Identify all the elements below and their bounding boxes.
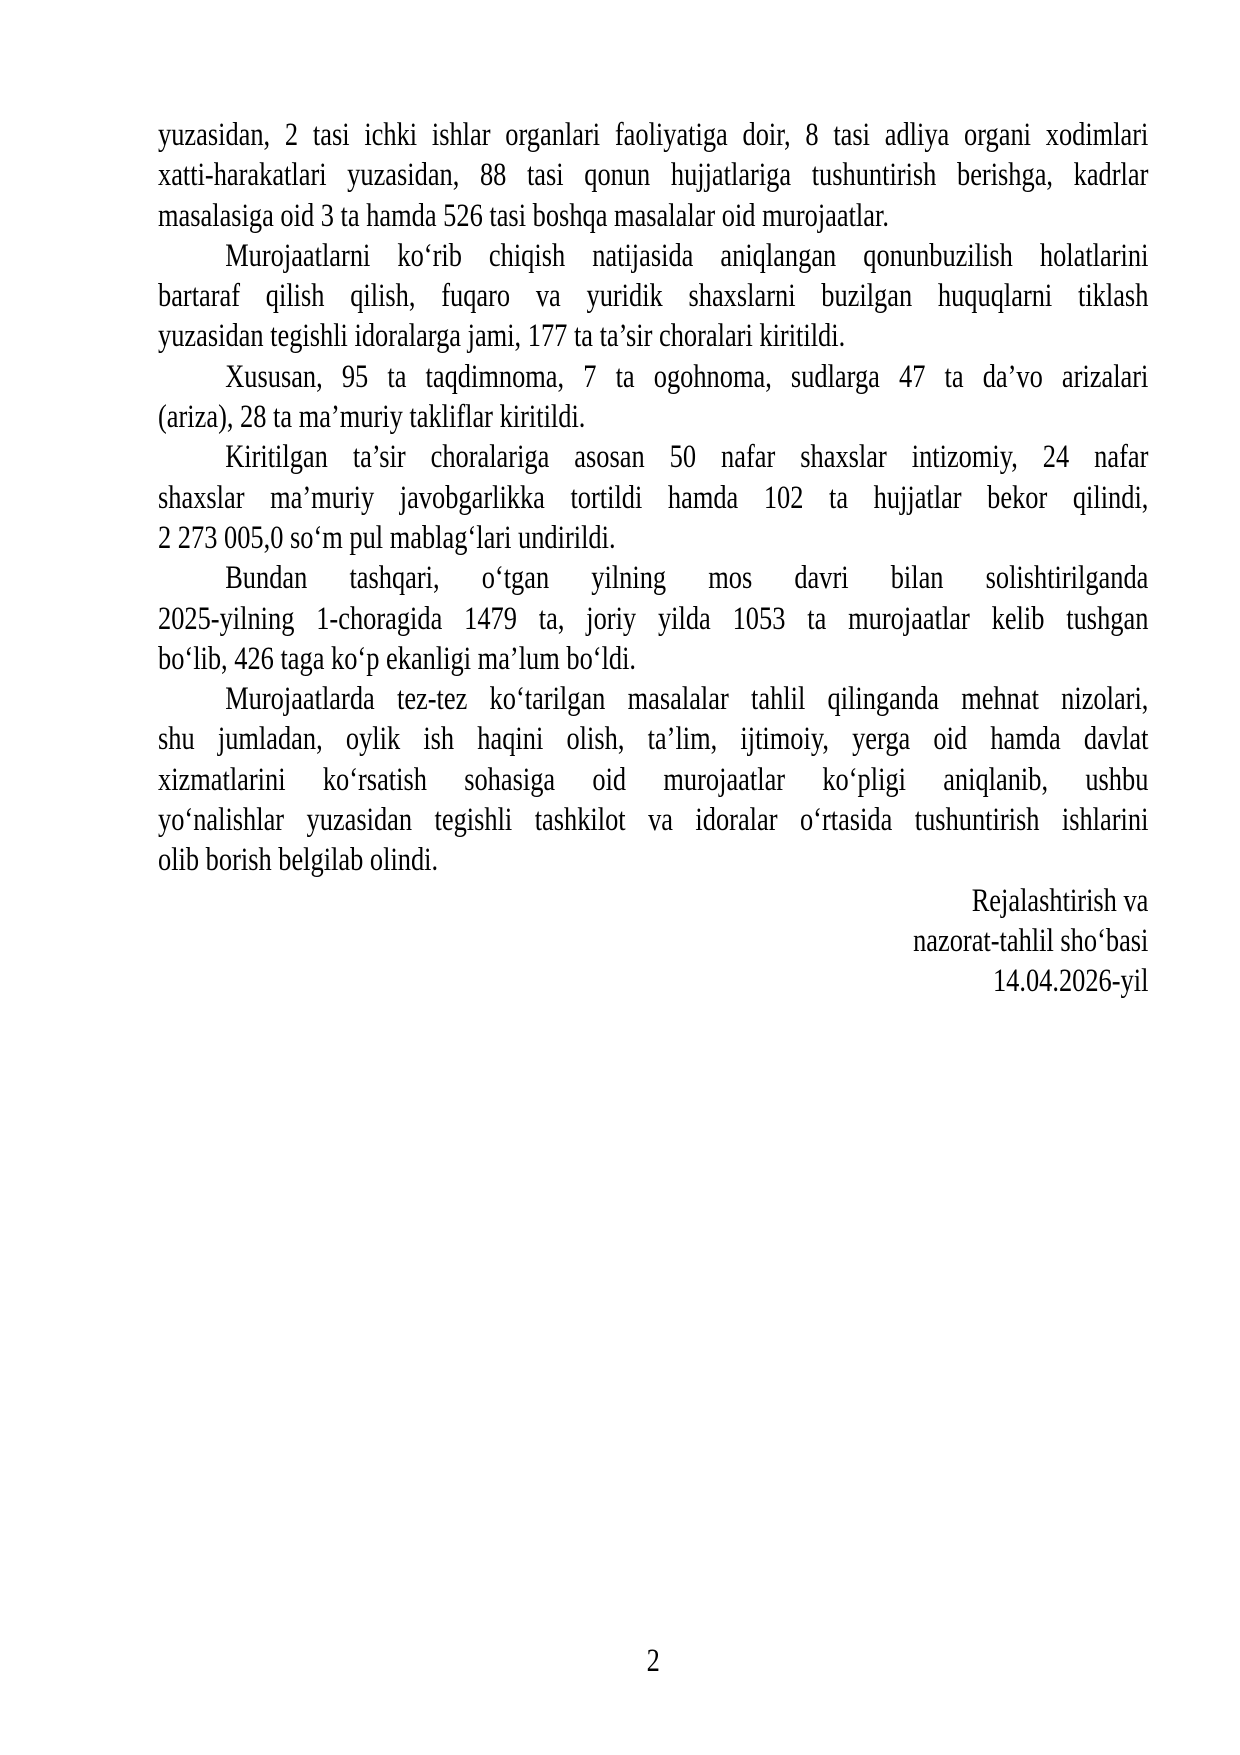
text-line: yuzasidan, 2 tasi ichki ishlar organlari faoliyatiga doir, 8 tasi adliya organi xodimlari [158, 117, 1149, 153]
text-line: shaxslar ma’muriy javobgarlikka tortildi hamda 102 ta hujjatlar bekor qilindi, [158, 479, 1149, 516]
text-line: shu jumladan, oylik ish haqini olish, ta’lim, ijtimoiy, yerga oid hamda davlat [158, 721, 1149, 758]
paragraph [158, 437, 1148, 558]
page-number: 2 [646, 1643, 660, 1679]
signature-block [158, 881, 1148, 1002]
signature-line: nazorat-tahlil sho‘basi [913, 922, 1149, 959]
paragraph [158, 236, 1148, 357]
text-line: (ariza), 28 ta ma’muriy takliflar kiritildi. [158, 399, 586, 436]
paragraph [158, 558, 1148, 679]
text-line: yo‘nalishlar yuzasidan tegishli tashkilot va idoralar o‘rtasida tushuntirish ishlarini [158, 802, 1149, 839]
text-line: 2025-yilning 1-choragida 1479 ta, joriy yilda 1053 ta murojaatlar kelib tushgan [158, 600, 1149, 637]
signature-line: 14.04.2026-yil [992, 963, 1149, 1000]
page-footer [158, 1641, 1148, 1681]
text-line: bartaraf qilish qilish, fuqaro va yuridik shaxslarni buzilgan huquqlarni tiklash [158, 278, 1149, 315]
text-line: yuzasidan tegishli idoralarga jami, 177 ta ta’sir choralari kiritildi. [158, 318, 846, 355]
text-line: Murojaatlarni ko‘rib chiqish natijasida aniqlangan qonunbuzilish holatlarini [225, 237, 1149, 274]
document-body [158, 115, 1148, 1002]
paragraph [158, 679, 1148, 880]
text-line: Kiritilgan ta’sir choralariga asosan 50 nafar shaxslar intizomiy, 24 nafar [225, 439, 1149, 476]
text-line: xizmatlarini ko‘rsatish sohasiga oid murojaatlar ko‘pligi aniqlanib, ushbu [158, 761, 1149, 798]
text-line: olib borish belgilab olindi. [158, 842, 439, 879]
text-line: bo‘lib, 426 taga ko‘p ekanligi ma’lum bo‘ldi. [158, 640, 637, 677]
paragraph [158, 115, 1148, 236]
signature-line: Rejalashtirish va [971, 882, 1149, 919]
text-line: xatti-harakatlari yuzasidan, 88 tasi qonun hujjatlariga tushuntirish berishga, kadrlar [158, 157, 1149, 194]
text-line: Murojaatlarda tez-tez ko‘tarilgan masalalar tahlil qilinganda mehnat nizolari, [225, 681, 1149, 718]
text-line: 2 273 005,0 so‘m pul mablag‘lari undirildi. [158, 519, 616, 556]
text-line: masalasiga oid 3 ta hamda 526 tasi boshqa masalalar oid murojaatlar. [158, 197, 889, 234]
paragraph [158, 357, 1148, 438]
text-line: Xususan, 95 ta taqdimnoma, 7 ta ogohnoma, sudlarga 47 ta da’vo arizalari [225, 358, 1149, 395]
text-line: Bundan tashqari, o‘tgan yilning mos davri bilan solishtirilganda [225, 560, 1149, 597]
